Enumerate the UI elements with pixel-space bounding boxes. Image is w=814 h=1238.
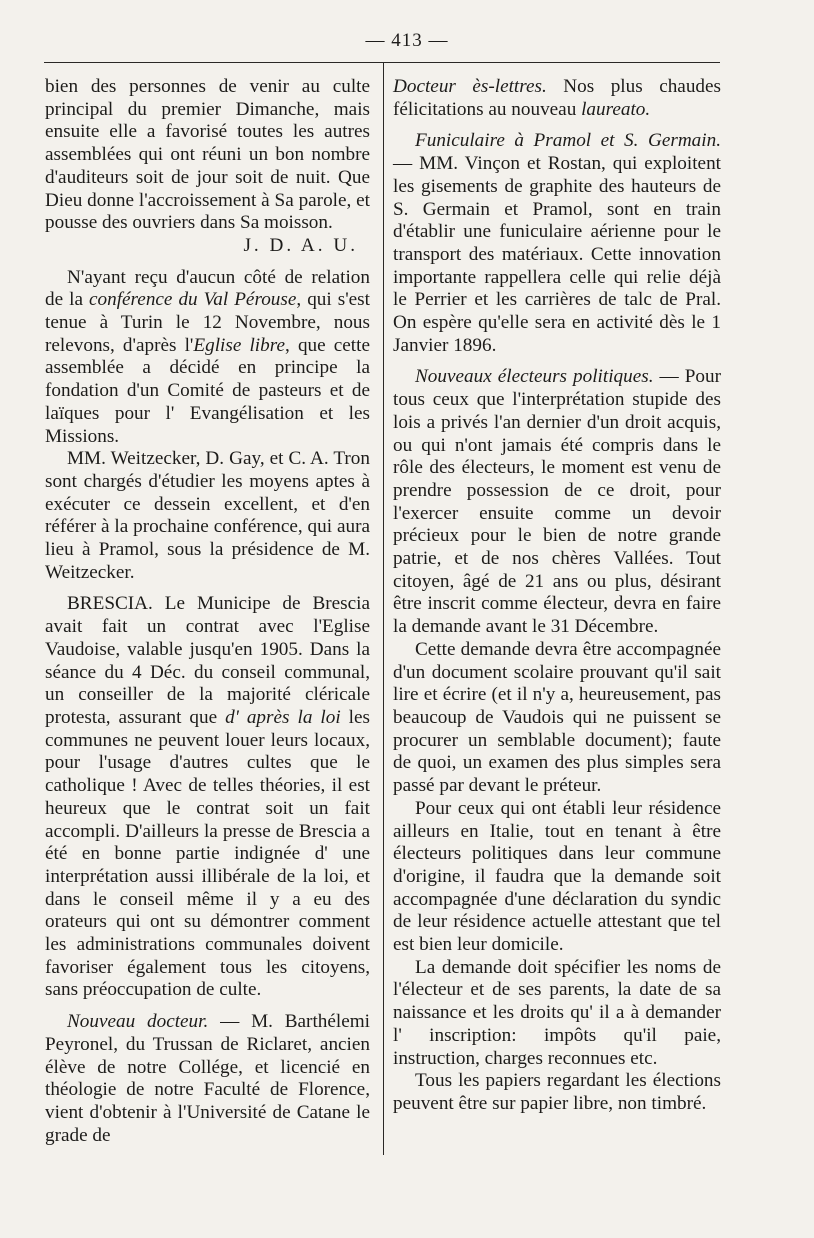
text: , qui s'est tenue à Turin le 12 Novembre, nous relevons, d'après l'	[45, 289, 370, 356]
paragraph-funiculaire	[393, 130, 721, 357]
paragraph-nouveau-docteur	[45, 1011, 370, 1147]
signature: J. D. A. U.	[243, 234, 358, 256]
paragraph-brescia	[45, 593, 370, 1002]
paragraph-electeurs	[393, 366, 721, 638]
text: , que cette assemblée a décidé en principe la fondation d'un Comité de pasteurs et de laïques pour l' Evangélisation et les Missions.	[45, 334, 370, 447]
paragraph-residence: Pour ceux qui ont établi leur résidence ailleurs en Italie, tout en tenant à être électeurs politiques dans leur commune d'origine, il faudra que la demande soit accompagnée d'une déclaration du syndic de leur résidence actuelle attestant que tel est bien leur domicile.	[393, 797, 721, 956]
header-rule	[44, 62, 720, 63]
italic-text: Docteur ès-lettres.	[393, 76, 547, 97]
italic-heading: Nouveaux électeurs politiques.	[415, 366, 654, 388]
text: Nos plus chaudes félicitations au nouveau	[393, 76, 721, 120]
paragraph-weitzecker: MM. Weitzecker, D. Gay, et C. A. Tron sont chargés d'étudier les moyens aptes à exécuter ce dessein excellent, et d'en référer à la prochaine conférence, qui aura lieu à Pramol, sous la présidence de M. Weitzecker.	[45, 448, 370, 583]
paragraph-specifier: La demande doit spécifier les noms de l'électeur et de ses parents, la date de sa naissance et les droits qu' il a à demander l' inscription: impôts qu'il paie, instruction, charges reconnues etc.	[393, 956, 721, 1069]
paragraph-docteur-lettres	[393, 76, 721, 121]
text: N'ayant reçu d'aucun côté de relation de la	[45, 266, 370, 311]
text: — M. Barthélemi Peyronel, du Trussan de Riclaret, ancien élève de notre Collége, et licencié en théologie de notre Faculté de Florence, vient d'obtenir à l'Université de Catane le grade de	[45, 1011, 370, 1146]
text: — MM. Vinçon et Rostan, qui exploitent les gisements de graphite des hauteurs de S. Germain et Pramol, sont en train d'établir une funiculaire aérienne pour le transport des matériaux. Cette innovation importante rappellera celle qui relie déjà le Perrier et les carrières de talc de Pral. On espère qu'elle sera en activité dès le 1 Janvier 1896.	[393, 153, 721, 356]
left-column	[45, 76, 370, 1147]
text: les communes ne peuvent louer leurs locaux, pour l'usage d'autres cultes que le catholique ! Avec de telles théories, il est heureux que le contrat soit un fait accompli. D'ailleurs la presse de Brescia a été en bonne partie indignée d' une interprétation aussi illibérale de la loi, et dans le conseil même il y a eu des orateurs qui ont su démontrer comment les administrations communales doivent favoriser également tous les citoyens, sans préoccupation de culte.	[45, 706, 370, 1001]
paragraph-conference	[45, 267, 370, 449]
italic-text: Eglise libre	[193, 334, 286, 356]
paragraph-demande-document: Cette demande devra être accompagnée d'un document scolaire prouvant qu'il sait lire et écrire (et il n'y a, heureusement, pas beaucoup de Vaudois qui ne puissent se procurer un semblable document); faute de quoi, un examen des plus simples sera passé par devant le préteur.	[393, 638, 721, 797]
italic-heading: Nouveau docteur.	[67, 1011, 209, 1033]
paragraph-papiers: Tous les papiers regardant les élections peuvent être sur papier libre, non timbré.	[393, 1070, 721, 1114]
right-column	[393, 76, 721, 1116]
text: — Pour tous ceux que l'interprétation stupide des lois a privés l'an dernier d'un droit acquis, ou qui n'ont jamais été compris dans le rôle des électeurs, le moment est venu de prendre possession de ce droit, pour l'exercer ensuite comme un devoir précieux pour le bien de notre grande patrie, et de nos chères Vallées. Tout citoyen, âgé de 21 ans ou plus, désirant être inscrit comme électeur, devra en faire la demande avant le 31 Décembre.	[393, 366, 721, 638]
italic-text: d' après la loi	[225, 706, 341, 728]
text: BRESCIA. Le Municipe de Brescia avait fait un contrat avec l'Eglise Vaudoise, valable jusqu'en 1905. Dans la séance du 4 Déc. du conseil communal, un conseiller de la majorité cléricale protesta, assurant que	[45, 593, 370, 728]
page-number: — 413 —	[365, 30, 449, 51]
italic-heading: Funiculaire à Pramol et S. Germain.	[415, 130, 721, 152]
column-divider	[383, 63, 384, 1155]
italic-text: laureato.	[581, 98, 651, 120]
italic-text: conférence du Val Pérouse	[89, 289, 297, 311]
paragraph-culte: bien des personnes de venir au culte principal du premier Dimanche, mais ensuite elle a favorisé toutes les autres assemblées qui ont réuni un bon nombre d'auditeurs soit de jour soit de nuit. Que Dieu donne l'accroissement à Sa parole, et pousse des ouvriers dans Sa moisson.	[45, 76, 370, 234]
